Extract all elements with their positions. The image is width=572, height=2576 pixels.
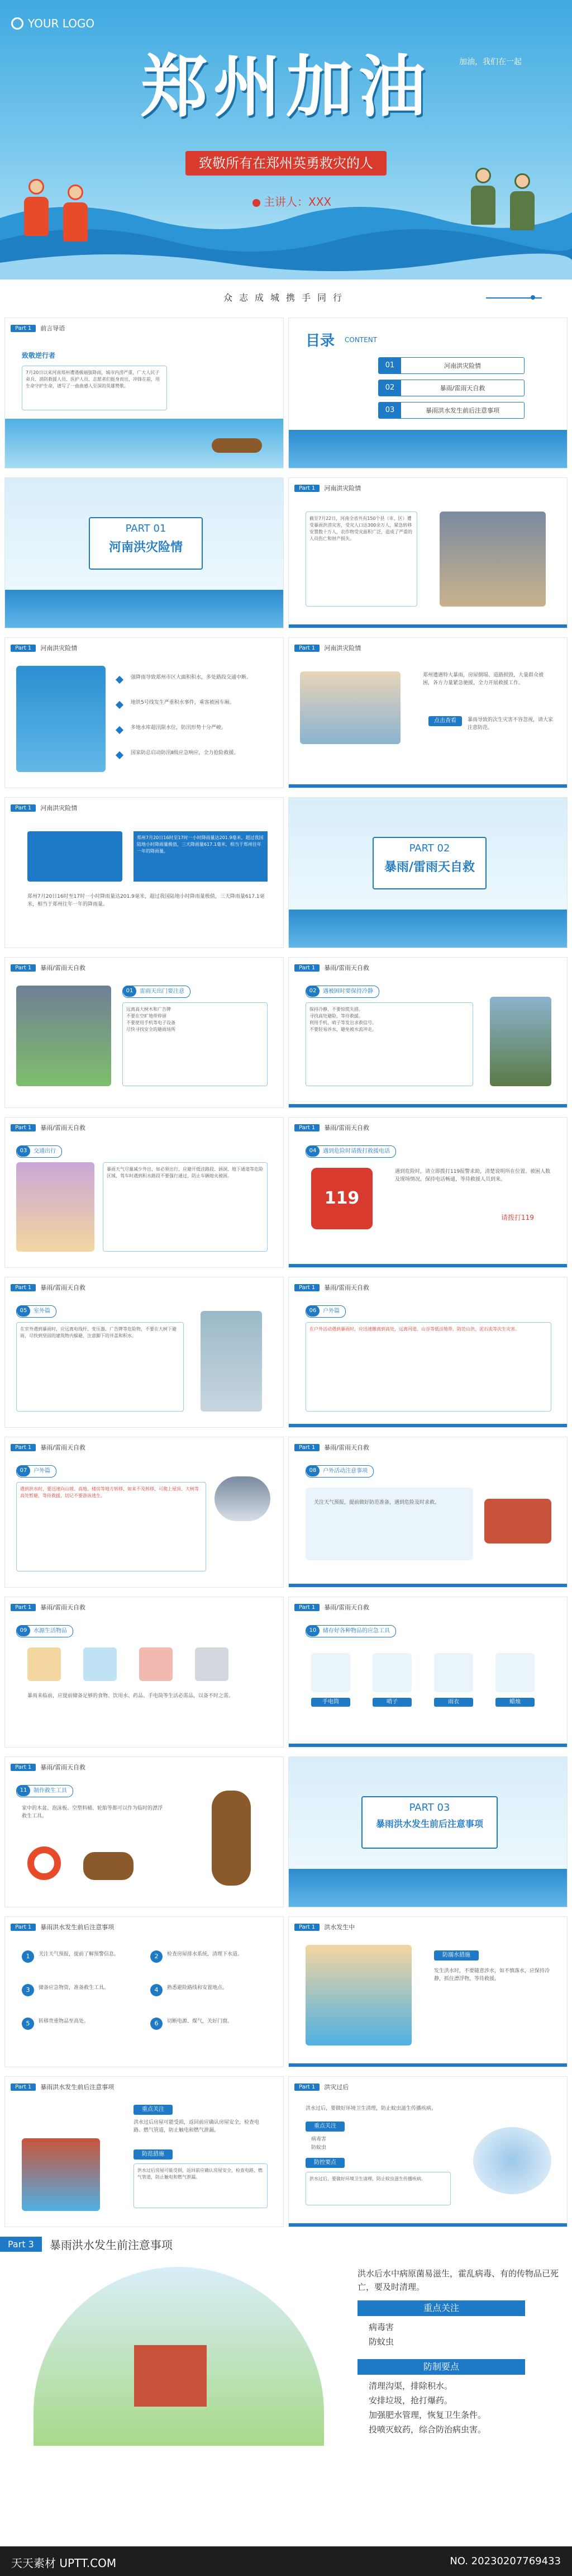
subhead (16, 1785, 73, 1797)
subhead (16, 1625, 73, 1637)
decoration (24, 197, 49, 236)
text-block: 发生洪水时，不要随意涉水，如不慎落水，应保持冷静，抓住漂浮物，等待救援。 (434, 1968, 550, 1982)
subhead-number: 01 (123, 986, 136, 997)
slide-tag (294, 1603, 369, 1612)
slide-tag (11, 1922, 114, 1931)
text-block: 不要在空旷地带停留 (126, 1014, 166, 1019)
decoration (0, 2236, 173, 2252)
slide-tag (11, 1603, 85, 1612)
part3-tag: Part 3 (0, 2237, 42, 2252)
slide-supplies (4, 1597, 284, 1748)
text-block: 遇被困时要保持冷静 (323, 988, 373, 995)
bin-icon (212, 1791, 251, 1886)
key-focus-list (369, 2320, 394, 2349)
traffic-text: 暴雨天气尽量减少外出，如必须出行，应避开低洼路段、涵洞、地下通道等危险区域，驾车时遇到积水路段不要强行通过，防止车辆熄火被困。 (103, 1162, 268, 1252)
outdoor-text: 在室外遇到暴雨时，应远离电线杆、变压器、广告牌等危险物，不要在大树下避雨，尽快到坚固的建筑物内躲避，注意脚下的井盖和积水。 (16, 1322, 184, 1412)
slide-tag (11, 1123, 85, 1132)
slide-tag (11, 1283, 85, 1292)
slide-label-pill: Part 1 (11, 1764, 36, 1771)
text-block: 暴雨/雷雨天自救 (324, 1604, 370, 1611)
slide-thunder (4, 957, 284, 1108)
subhead-number: 03 (17, 1145, 30, 1157)
slide-drowning (288, 1916, 568, 2067)
slide-tag (294, 643, 361, 652)
text-block: 储存好各种物品的应急工具 (323, 1628, 390, 1634)
section-box (89, 517, 203, 570)
text-block: 远离高大树木和广告牌 (126, 1007, 171, 1012)
section-box (361, 1796, 498, 1849)
lightning-icon-box (27, 831, 122, 882)
text-block: 病毒害 (311, 2137, 327, 2142)
text-block: 清理沟渠，排除积水。 (369, 2381, 453, 2391)
section-title: 暴雨/雷雨天自救 (384, 860, 475, 874)
tower-illustration (201, 1311, 262, 1412)
toc-label: 河南洪灾险情 (444, 362, 481, 370)
text-block: 国家防总启动防汛Ⅱ级应急响应，全力抢险救援。 (131, 750, 239, 756)
water-band (289, 1869, 567, 1907)
hero-subtitle: 致敬所有在郑州英勇救灾的人 (185, 151, 387, 176)
radio-icon (484, 1499, 551, 1543)
slide-label-pill: Part 1 (11, 1444, 36, 1451)
slide-intro (4, 318, 284, 468)
flashlight-icon (311, 1653, 350, 1692)
subhead (122, 986, 190, 998)
bullet-diamond (116, 701, 123, 709)
slide-label-pill: Part 1 (294, 1124, 320, 1131)
slide-before-flood (4, 1916, 284, 2067)
slide-flood-escape (4, 1437, 284, 1588)
slide-119 (288, 1117, 568, 1268)
toc-item[interactable] (378, 357, 525, 374)
hero-slogan: 加油，我们在一起 (459, 58, 522, 67)
text-block: 制作救生工具 (34, 1788, 67, 1794)
slide-label-pill: Part 1 (294, 1604, 320, 1611)
subhead-number: 05 (17, 1305, 30, 1317)
slide-label-pill: Part 1 (11, 804, 36, 812)
section-title: 暴雨洪水发生前后注意事项 (375, 1819, 483, 1829)
text-block: 关注天气预报，提前了解预警信息。 (39, 1952, 120, 1957)
slide-footer-bar (289, 1264, 567, 1267)
text-block: 多地水库超汛限水位，防汛形势十分严峻。 (131, 725, 227, 731)
section-part-label: PART 02 (409, 842, 450, 854)
slide-label-pill: Part 1 (294, 1444, 320, 1451)
text-block: 不要使用手机等电子设备 (126, 1020, 175, 1025)
speaker-icon (252, 199, 260, 207)
text-block: 利用手机、哨子等发出求救信号。 (309, 1020, 376, 1025)
text-block: 熟悉避险路线和安置地点。 (167, 1985, 228, 1991)
boat-rescue-illustration (306, 1945, 412, 2045)
bullet-diamond (116, 676, 123, 684)
slide-label-pill: Part 1 (11, 1604, 36, 1611)
text-block: 暴雨/雷雨天自救 (324, 1124, 370, 1131)
decoration (475, 168, 491, 183)
subhead (16, 1465, 56, 1478)
candle-icon (495, 1653, 535, 1692)
slide-label-pill: Part 1 (11, 645, 36, 652)
subhead (16, 1145, 62, 1158)
text-block: 储备应急物资，准备救生工具。 (39, 1985, 109, 1991)
slide-label-pill: Part 1 (294, 1284, 320, 1291)
slide-flood-info (288, 477, 568, 628)
subhead-number: 02 (306, 986, 320, 997)
cloud-icon (214, 1476, 270, 1521)
decoration (510, 191, 535, 230)
label-badge: 雨衣 (434, 1698, 473, 1707)
text-block: 检查房屋排水系统，清理下水道。 (167, 1952, 243, 1957)
toc-title: 目录 (306, 333, 335, 349)
text-block: 暴雨/雷雨天自救 (324, 1284, 370, 1291)
slide-toc (288, 318, 568, 468)
text-block: 暴雨/雷雨天自救 (324, 964, 370, 972)
text-block: 病毒害 (369, 2322, 394, 2332)
decoration: 4 (150, 1984, 163, 1996)
toc-number: 03 (379, 402, 401, 418)
slide-mosquito (288, 2076, 568, 2227)
subhead (306, 1465, 374, 1478)
section-box (373, 837, 487, 889)
slide-label-pill: Part 1 (294, 1924, 320, 1931)
mosquito-icon (473, 2127, 551, 2194)
text-block: 投喷灭蚊药，综合防治病虫害。 (369, 2425, 487, 2435)
slide-footer-bar (289, 1744, 567, 1747)
trapped-tips (306, 1002, 473, 1086)
water-icon (83, 1647, 117, 1681)
text-block: 暴雨/雷雨天自救 (40, 1604, 86, 1611)
slide-tag (294, 2082, 349, 2091)
text-block: 地铁5号线发生严重积水事件，乘客被困车厢。 (131, 700, 235, 705)
flashlight-icon (195, 1647, 228, 1681)
text-block: 安排垃圾，抢打爆药。 (369, 2395, 453, 2405)
slide-footer-bar (289, 784, 567, 788)
text-block: 户外篇 (323, 1308, 340, 1314)
hero-title: 郑州加油 (141, 48, 431, 126)
toc-item[interactable] (378, 402, 525, 419)
text-block: 遇到危险时，请立即拨打119报警求助，清楚说明所在位置、被困人数及现场情况，保持电话畅通，等待救援人员到来。 (395, 1169, 551, 1182)
subhead-number: 09 (17, 1625, 30, 1636)
text-block: 河南洪灾险情 (324, 645, 361, 652)
slide-lifesaver (4, 1756, 284, 1907)
intro-body: 7月20日以来河南郑州遭遇极端强降雨，城市内涝严重，广大人民子弟兵、消防救援人员、医护人员、志愿者们挺身而出，冲锋在前，用生命守护生命，谱写了一曲曲感人至深的英雄赞歌。 (22, 366, 167, 410)
slide-part2 (288, 797, 568, 948)
water-band (289, 430, 567, 468)
subhead (16, 1305, 56, 1318)
escape-text: 遇到洪水时，要迅速向山坡、高地、楼房等地方转移，如来不及转移，可爬上屋顶、大树等高处暂避，等待救援，切记不要游泳逃生。 (16, 1482, 206, 1571)
slide-outdoor (4, 1277, 284, 1428)
text-block: 切断电源、煤气，关好门窗。 (167, 2019, 233, 2024)
text-block: 暴雨洪水发生前后注意事项 (40, 1924, 115, 1931)
section-part-label: PART 03 (409, 1802, 450, 1813)
decoration: 5 (22, 2018, 34, 2030)
thunder-tips (122, 1002, 268, 1086)
text-block: 洪水过后房屋可能受损，返回前应确认房屋安全，检查电路、燃气管道，防止触电和燃气泄漏。 (134, 2120, 260, 2133)
slide-tag (11, 643, 77, 652)
text-block: 家中的木盆、泡沫板、空塑料桶、轮胎等都可以作为临时的漂浮救生工具。 (22, 1806, 163, 1819)
slide-rainfall (4, 797, 284, 948)
slide-part3 (288, 1756, 568, 1907)
text-block: 水源生活物品 (34, 1628, 67, 1634)
text-block: 雷雨天出门要注意 (140, 988, 184, 995)
bullet-diamond (116, 751, 123, 759)
section-part-label: PART 01 (125, 523, 166, 534)
slide-tag (11, 1443, 85, 1452)
logo (11, 17, 94, 30)
flood-info-text: 截至7月22日，河南全省共有150个县（市、区）遭受暴雨洪涝灾害，受灾人口达300余万人，紧急转移安置数十万人，农作物受灾面积广泛，造成了严重的人员伤亡和财产损失。 (306, 512, 417, 607)
water-band (5, 590, 283, 628)
log-icon (212, 438, 262, 453)
text-block: 户外活动注意事项 (323, 1468, 368, 1474)
label-badge: 重点关注 (306, 2122, 345, 2132)
text-block: 暴雨/雷雨天自救 (324, 1444, 370, 1451)
slide-field (288, 1277, 568, 1428)
text-block: 洪水过后房屋可能受损，返回前应确认房屋安全，检查电路、燃气管道，防止触电和燃气泄漏。 (134, 2163, 268, 2208)
subhead (306, 1625, 396, 1637)
hero-banner (0, 0, 572, 280)
text-block: 防蚊虫 (311, 2145, 327, 2151)
slide-label-pill: Part 1 (294, 964, 320, 972)
lifebuoy-icon (27, 1846, 61, 1880)
slide-tag (294, 1443, 369, 1452)
toc-subtitle: CONTENT (345, 336, 378, 344)
slide-label-pill: Part 1 (11, 325, 36, 332)
decoration (68, 184, 83, 200)
decoration (28, 179, 44, 195)
subhead-number: 06 (306, 1305, 320, 1317)
subhead-number: 04 (306, 1145, 320, 1157)
slide-house (288, 637, 568, 788)
water-band (289, 910, 567, 948)
text-block: 主讲人：XXX (264, 195, 332, 209)
subhead-number: 08 (306, 1465, 320, 1476)
rainfall-text: 郑州7月20日16时至17时一小时降雨量达201.9毫米，超过我国陆地小时降雨量极值，三天降雨量617.1毫米，相当于郑州往年一年的降雨量。 (134, 831, 268, 882)
slide-part1 (4, 477, 284, 628)
decoration: 2 (150, 1950, 163, 1963)
subhead (306, 1305, 346, 1318)
slide-label-pill: Part 1 (11, 1924, 36, 1931)
storm-house-illustration (440, 512, 546, 607)
text-block: 洪水过后，要做好环境卫生清理，防止蚊虫滋生传播疾病。 (306, 2172, 451, 2205)
label-badge: 蜡烛 (495, 1698, 535, 1707)
watermark-left: 天天素材 UPTT.COM (11, 2556, 117, 2570)
text-block: 暴雨来临前，应提前储备足够的食物、饮用水、药品、手电筒等生活必需品，以备不时之需。 (27, 1693, 234, 1699)
view-button[interactable]: 点击查看 (428, 716, 462, 726)
house-illustration (300, 671, 401, 744)
text-block: 遇到危险时请拨打救援电话 (323, 1148, 390, 1154)
text-block: 户外篇 (34, 1468, 50, 1474)
slide-label-pill: Part 1 (11, 964, 36, 972)
watermark-right: NO. 20230207769433 (450, 2555, 561, 2567)
subhead-number: 07 (17, 1465, 30, 1476)
slide-footer-bar (289, 1424, 567, 1427)
whistle-icon (373, 1653, 412, 1692)
subhead (306, 1145, 396, 1158)
phone-119-icon: 119 (311, 1168, 373, 1229)
slide-footer-bar (289, 1584, 567, 1587)
slide-traffic (4, 1117, 284, 1268)
text-block: 保持冷静，不要惊慌失措。 (309, 1007, 363, 1012)
key-control-list (369, 2379, 486, 2437)
field-text: 在户外活动遇到暴雨时，应迅速撤离到高处，远离河道、山谷等低洼地带，防范山洪、泥石流等次生灾害。 (306, 1322, 551, 1412)
text-block: 洪水过后，要做好环境卫生清理，防止蚊虫滋生传播疾病。 (306, 2106, 437, 2111)
part3-intro: 洪水后水中病原菌易滋生，霍乱病毒、有的传物品已死亡，要及时清理。 (358, 2269, 559, 2292)
slide-footer-bar (289, 2063, 567, 2067)
slide-footer-bar (289, 1104, 567, 1107)
slide-trapped (288, 957, 568, 1108)
bullet-diamond (116, 726, 123, 734)
text-block: 暴雨/雷雨天自救 (40, 964, 86, 972)
text-block: 交通出行 (34, 1148, 56, 1154)
slide-tag (11, 2082, 114, 2091)
slide-label-pill: Part 1 (294, 2083, 320, 2091)
slide-footer-bar (289, 624, 567, 628)
text-block: 洪水发生中 (324, 1924, 355, 1931)
rescuer-figure (22, 179, 50, 240)
toc-item[interactable] (378, 380, 525, 396)
section-title: 河南洪灾险情 (108, 541, 183, 555)
text-block: 尽快寻找安全的避雨场所 (126, 1027, 175, 1032)
slide-label-pill: Part 1 (294, 645, 320, 652)
text-block: 不要轻易涉水，避免被水流冲走。 (309, 1027, 376, 1032)
part3-title: 暴雨洪水发生前注意事项 (49, 2238, 173, 2252)
tagline-dot (531, 295, 535, 300)
text-block: 强降雨导致郑州市区大面积积水，多处路段交通中断。 (131, 675, 252, 680)
logo-icon (11, 17, 23, 30)
text-block: 洪灾过后 (324, 2083, 349, 2091)
text-block: 河南洪灾险情 (324, 485, 361, 492)
soldier-figure (508, 173, 536, 235)
slide-tag (11, 1763, 85, 1772)
label-badge: 防控要点 (306, 2158, 345, 2168)
call-119: 请拨打119 (501, 1214, 534, 1221)
city-flood-illustration (16, 666, 106, 772)
slide-tag (11, 803, 77, 812)
text-block: 郑州7月20日16时至17时一小时降雨量达201.9毫米，超过我国陆地小时降雨量极值，三天降雨量617.1毫米，相当于郑州往年一年的降雨量。 (27, 894, 265, 907)
text-block: 前言导语 (40, 325, 65, 332)
text-block: 暴雨导致的次生灾害不容忽视，请大家注意防范。 (468, 717, 554, 731)
slide-tag (294, 963, 369, 972)
text-block: 防蚊虫 (369, 2337, 394, 2347)
page-bottom (0, 2490, 572, 2576)
slide-label-pill: Part 1 (11, 1124, 36, 1131)
label-badge: 防范措施 (134, 2149, 173, 2160)
soldier-figure (469, 168, 497, 229)
decoration (514, 173, 530, 189)
storm-field-illustration (16, 986, 111, 1086)
logo-text: YOUR LOGO (28, 17, 95, 30)
label-badge: 哨子 (373, 1698, 412, 1707)
toc-label: 暴雨洪水发生前后注意事项 (426, 407, 499, 414)
toc-number: 01 (379, 358, 401, 373)
text-block: 河南洪灾险情 (40, 645, 78, 652)
text-block: 室外篇 (34, 1308, 50, 1314)
key-control-box: 防制要点 (358, 2359, 525, 2375)
decoration: 3 (22, 1984, 34, 1996)
slide-tag (294, 1922, 355, 1931)
text-block: 暴雨洪水发生前后注意事项 (40, 2083, 115, 2091)
text-block: 寻找高处避险，等待救援。 (309, 1014, 363, 1019)
soldier-illustration (490, 997, 551, 1086)
decoration: 1 (22, 1950, 34, 1963)
barn-icon (134, 2345, 207, 2407)
raincoat-icon (434, 1653, 473, 1692)
decoration (63, 202, 88, 242)
food-icon (27, 1647, 61, 1681)
tagline: 众志成城携手同行 (223, 292, 349, 303)
flooded-house-illustration (22, 2138, 100, 2211)
label-badge: 手电筒 (311, 1698, 350, 1707)
slide-radio (288, 1437, 568, 1588)
slide-label-pill: Part 1 (11, 2083, 36, 2091)
slide-footer-bar (289, 2223, 567, 2227)
slide-label-pill: Part 1 (294, 485, 320, 492)
label-badge: 防溺水措施 (434, 1950, 479, 1961)
slide-tag (294, 1123, 369, 1132)
text-block: 郑州遭遇特大暴雨，房屋倒塌、道路损毁，大量群众被困，各方力量紧急驰援，全力开展救援工作。 (423, 673, 544, 686)
subhead-number: 10 (306, 1625, 320, 1636)
watermark-bar (0, 2546, 572, 2576)
slide-tag (294, 1283, 369, 1292)
subhead-number: 11 (17, 1785, 30, 1796)
slide-house-check (4, 2076, 284, 2227)
toc-number: 02 (379, 380, 401, 396)
text-block: 暴雨/雷雨天自救 (40, 1284, 86, 1291)
slide-flood-points (4, 637, 284, 788)
slide-tag (11, 963, 85, 972)
text-block: 加强肥水管理，恢复卫生条件。 (369, 2410, 487, 2420)
text-block: 关注天气预报，提前做好防范准备，遇到危险及时求救。 (314, 1500, 440, 1505)
text-block: 暴雨/雷雨天自救 (40, 1764, 86, 1771)
text-block: 河南洪灾险情 (40, 804, 78, 812)
hero-speaker (252, 193, 331, 209)
rescuer-figure (61, 184, 89, 246)
intro-heading: 致敬逆行者 (22, 352, 56, 359)
barrel-icon (83, 1852, 134, 1880)
slide-label-pill: Part 1 (11, 1284, 36, 1291)
decoration: 6 (150, 2018, 163, 2030)
slide-tools (288, 1597, 568, 1748)
toc-label: 暴雨/雷雨天自救 (440, 385, 485, 392)
slide-tag (294, 484, 361, 493)
text-block: 暴雨/雷雨天自救 (40, 1444, 86, 1451)
text-block: 暴雨/雷雨天自救 (40, 1124, 86, 1131)
slide-tag (11, 324, 65, 333)
key-focus-box: 重点关注 (358, 2300, 525, 2316)
label-badge: 重点关注 (134, 2105, 173, 2115)
decoration (471, 186, 495, 225)
medicine-icon (139, 1647, 173, 1681)
subhead (306, 986, 379, 998)
part3-detail (0, 2228, 572, 2451)
text-block: 转移贵重物品至高处。 (39, 2019, 89, 2024)
umbrella-girl-illustration (16, 1162, 94, 1252)
